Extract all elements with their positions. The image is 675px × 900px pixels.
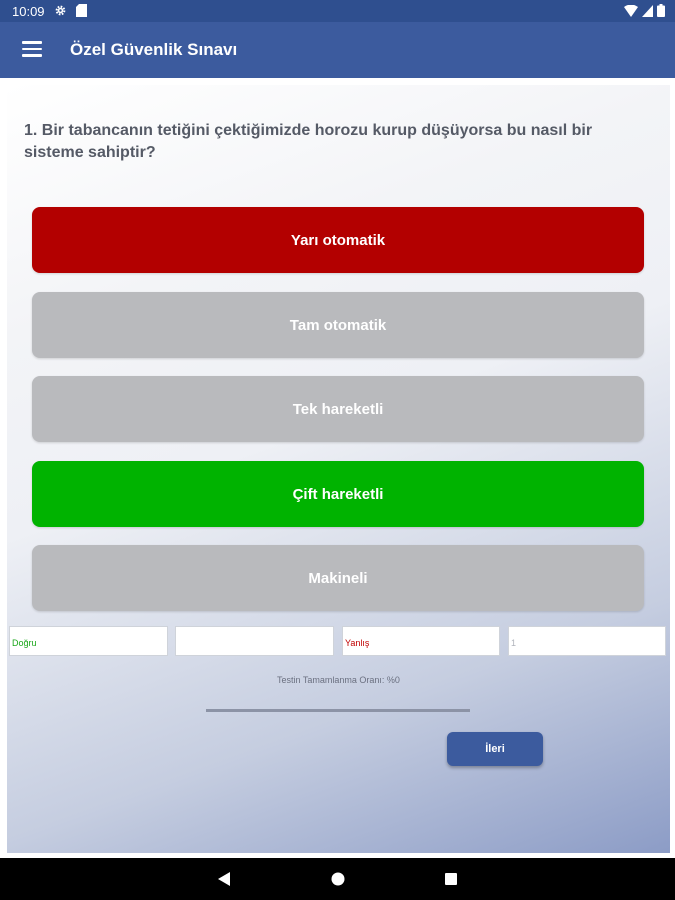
next-button-label: İleri [485, 743, 505, 755]
app-title: Özel Güvenlik Sınavı [70, 40, 238, 59]
recents-icon[interactable] [443, 871, 459, 887]
option-label: Makineli [308, 569, 368, 587]
progress-label: Testin Tamamlanma Oranı: %0 [277, 675, 400, 685]
status-time: 10:09 [12, 4, 45, 19]
battery-icon [657, 4, 665, 17]
status-bar [0, 0, 675, 22]
option-button[interactable] [32, 461, 644, 527]
correct-label: Doğru [9, 626, 168, 656]
question-text: 1. Bir tabancanın tetiğini çektiğimizde horozu kurup düşüyorsa bu nasıl bir sisteme sahiptir? [24, 122, 593, 161]
quiz-content [7, 85, 670, 853]
menu-icon[interactable] [22, 41, 42, 57]
option-label: Tek hareketli [292, 400, 384, 418]
gear-icon [54, 4, 67, 17]
wrong-count: 1 [508, 626, 666, 656]
signal-icon [642, 5, 653, 17]
option-button[interactable] [32, 376, 644, 442]
option-button[interactable] [32, 545, 644, 611]
wrong-label: Yanlış [342, 626, 500, 656]
back-icon[interactable] [216, 871, 232, 887]
sd-card-icon [76, 4, 87, 17]
option-button[interactable] [32, 292, 644, 358]
correct-count [175, 626, 334, 656]
next-button[interactable] [447, 732, 543, 766]
option-label: Tam otomatik [289, 316, 387, 334]
navigation-bar [0, 858, 675, 900]
option-button[interactable] [32, 207, 644, 273]
status-icons [624, 4, 665, 17]
wifi-icon [624, 5, 638, 17]
progress-bar [206, 709, 470, 712]
home-icon[interactable] [330, 871, 346, 887]
option-label: Çift hareketli [292, 485, 384, 503]
app-bar [0, 22, 675, 78]
option-label: Yarı otomatik [290, 231, 386, 249]
